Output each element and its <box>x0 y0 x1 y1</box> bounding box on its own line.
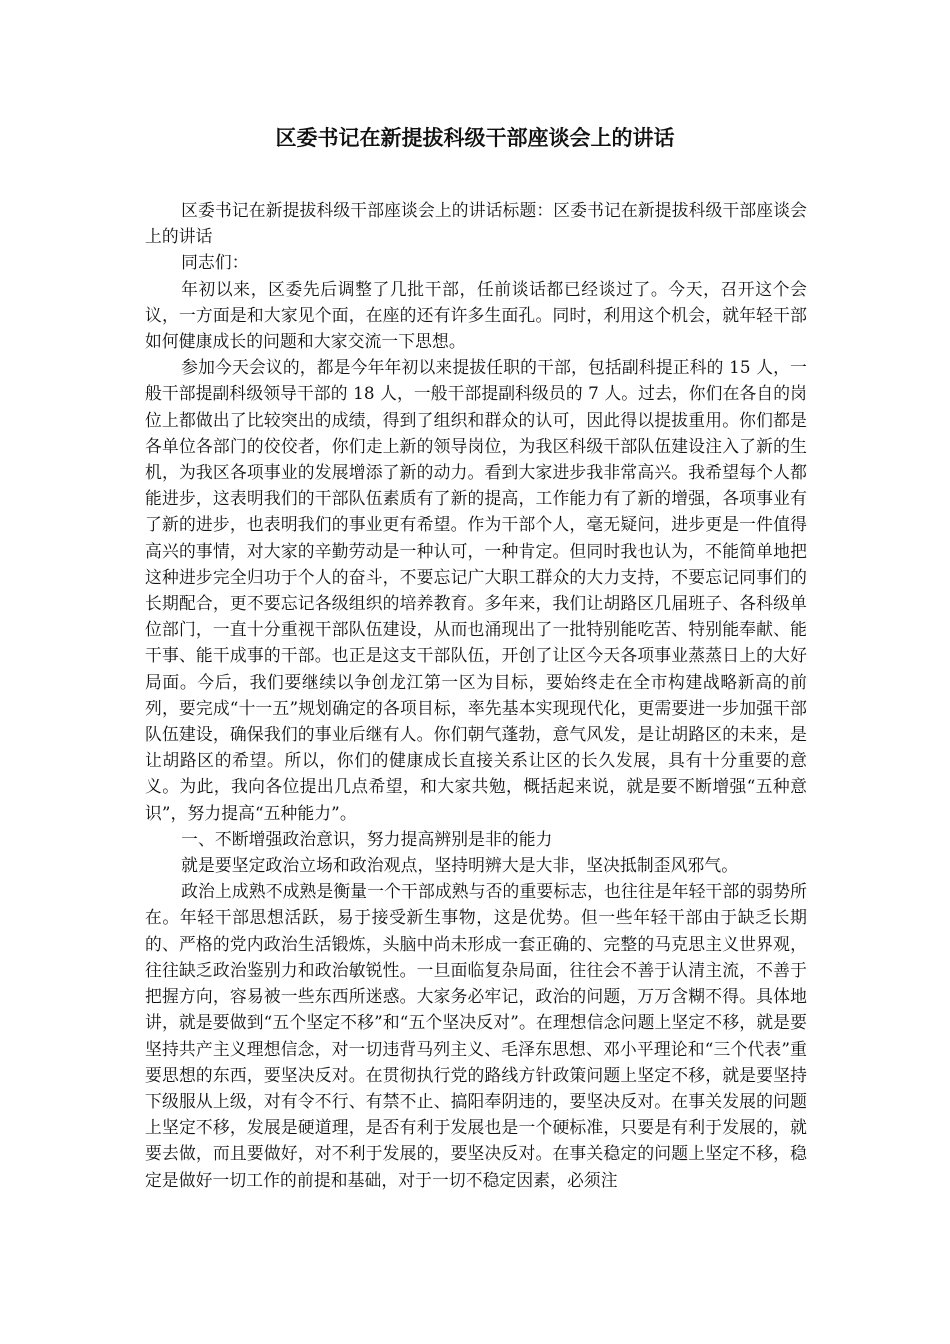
paragraph-political: 政治上成熟不成熟是衡量一个干部成熟与否的重要标志，也往往是年轻干部的弱势所在。年轻干部思想活跃，易于接受新生事物，这是优势。但一些年轻干部由于缺乏长期的、严格的党内政治生活锻炼，头脑中尚未形成一套正确的、完整的马克思主义世界观，往往缺乏政治鉴别力和政治敏锐性。一旦面临复杂局面，往往会不善于认清主流，不善于把握方向，容易被一些东西所迷惑。大家务必牢记，政治的问题，万万含糊不得。具体地讲，就是要做到“五个坚定不移”和“五个坚决反对”。在理想信念问题上坚定不移，就是要坚持共产主义理想信念，对一切违背马列主义、毛泽东思想、邓小平理论和“三个代表”重要思想的东西，要坚决反对。在贯彻执行党的路线方针政策问题上坚定不移，就是要坚持下级服从上级，对有令不行、有禁不止、搞阳奉阴违的，要坚决反对。在事关发展的问题上坚定不移，发展是硬道理，是否有利于发展也是一个硬标准，只要是有利于发展的，就要去做，而且要做好，对不利于发展的，要坚决反对。在事关稳定的问题上坚定不移，稳定是做好一切工作的前提和基础，对于一切不稳定因素，必须注 <box>145 881 807 1190</box>
document-body <box>145 197 807 1193</box>
paragraph-main: 参加今天会议的，都是今年年初以来提拔任职的干部，包括副科提正科的 15 人，一般干部提副科级领导干部的 18 人，一般干部提副科级员的 7 人。过去，你们在各自的岗位上都做出了比较突出的成绩，得到了组织和群众的认可，因此得以提拔重用。你们都是各单位各部门的佼佼者，你们走上新的领导岗位，为我区科级干部队伍建设注入了新的生机，为我区各项事业的发展增添了新的动力。看到大家进步我非常高兴。我希望每个人都能进步，这表明我们的干部队伍素质有了新的提高，工作能力有了新的增强，各项事业有了新的进步，也表明我们的事业更有希望。作为干部个人，毫无疑问，进步更是一件值得高兴的事情，对大家的辛勤劳动是一种认可，一种肯定。但同时我也认为，不能简单地把这种进步完全归功于个人的奋斗，不要忘记广大职工群众的大力支持，不要忘记同事们的长期配合，更不要忘记各级组织的培养教育。多年来，我们让胡路区几届班子、各科级单位部门，一直十分重视干部队伍建设，从而也涌现出了一批特别能吃苦、特别能奉献、能干事、能干成事的干部。也正是这支干部队伍，开创了让区今天各项事业蒸蒸日上的大好局面。今后，我们要继续以争创龙江第一区为目标，要始终走在全市构建战略新高的前列，要完成“十一五”规划确定的各项目标，率先基本实现现代化，更需要进一步加强干部队伍建设，确保我们的事业后继有人。你们朝气蓬勃，意气风发，是让胡路区的未来，是让胡路区的希望。所以，你们的健康成长直接关系让区的长久发展，具有十分重要的意义。为此，我向各位提出几点希望，和大家共勉，概括起来说，就是要不断增强“五种意识”，努力提高“五种能力”。 <box>145 357 807 823</box>
paragraph-section-summary: 就是要坚定政治立场和政治观点，坚持明辨大是大非，坚决抵制歪风邪气。 <box>181 855 739 876</box>
section-heading-one: 一、不断增强政治意识，努力提高辨别是非的能力 <box>181 828 553 849</box>
document-title: 区委书记在新提拔科级干部座谈会上的讲话 <box>275 125 675 150</box>
paragraph-opening: 年初以来，区委先后调整了几批干部，任前谈话都已经谈过了。今天，召开这个会议，一方面是和大家见个面，在座的还有许多生面孔。同时，利用这个机会，就年轻干部如何健康成长的问题和大家交流一下思想。 <box>145 278 807 352</box>
paragraph-heading-line: 区委书记在新提拔科级干部座谈会上的讲话标题：区委书记在新提拔科级干部座谈会上的讲话 <box>145 200 807 247</box>
paragraph-salutation: 同志们： <box>181 252 249 273</box>
